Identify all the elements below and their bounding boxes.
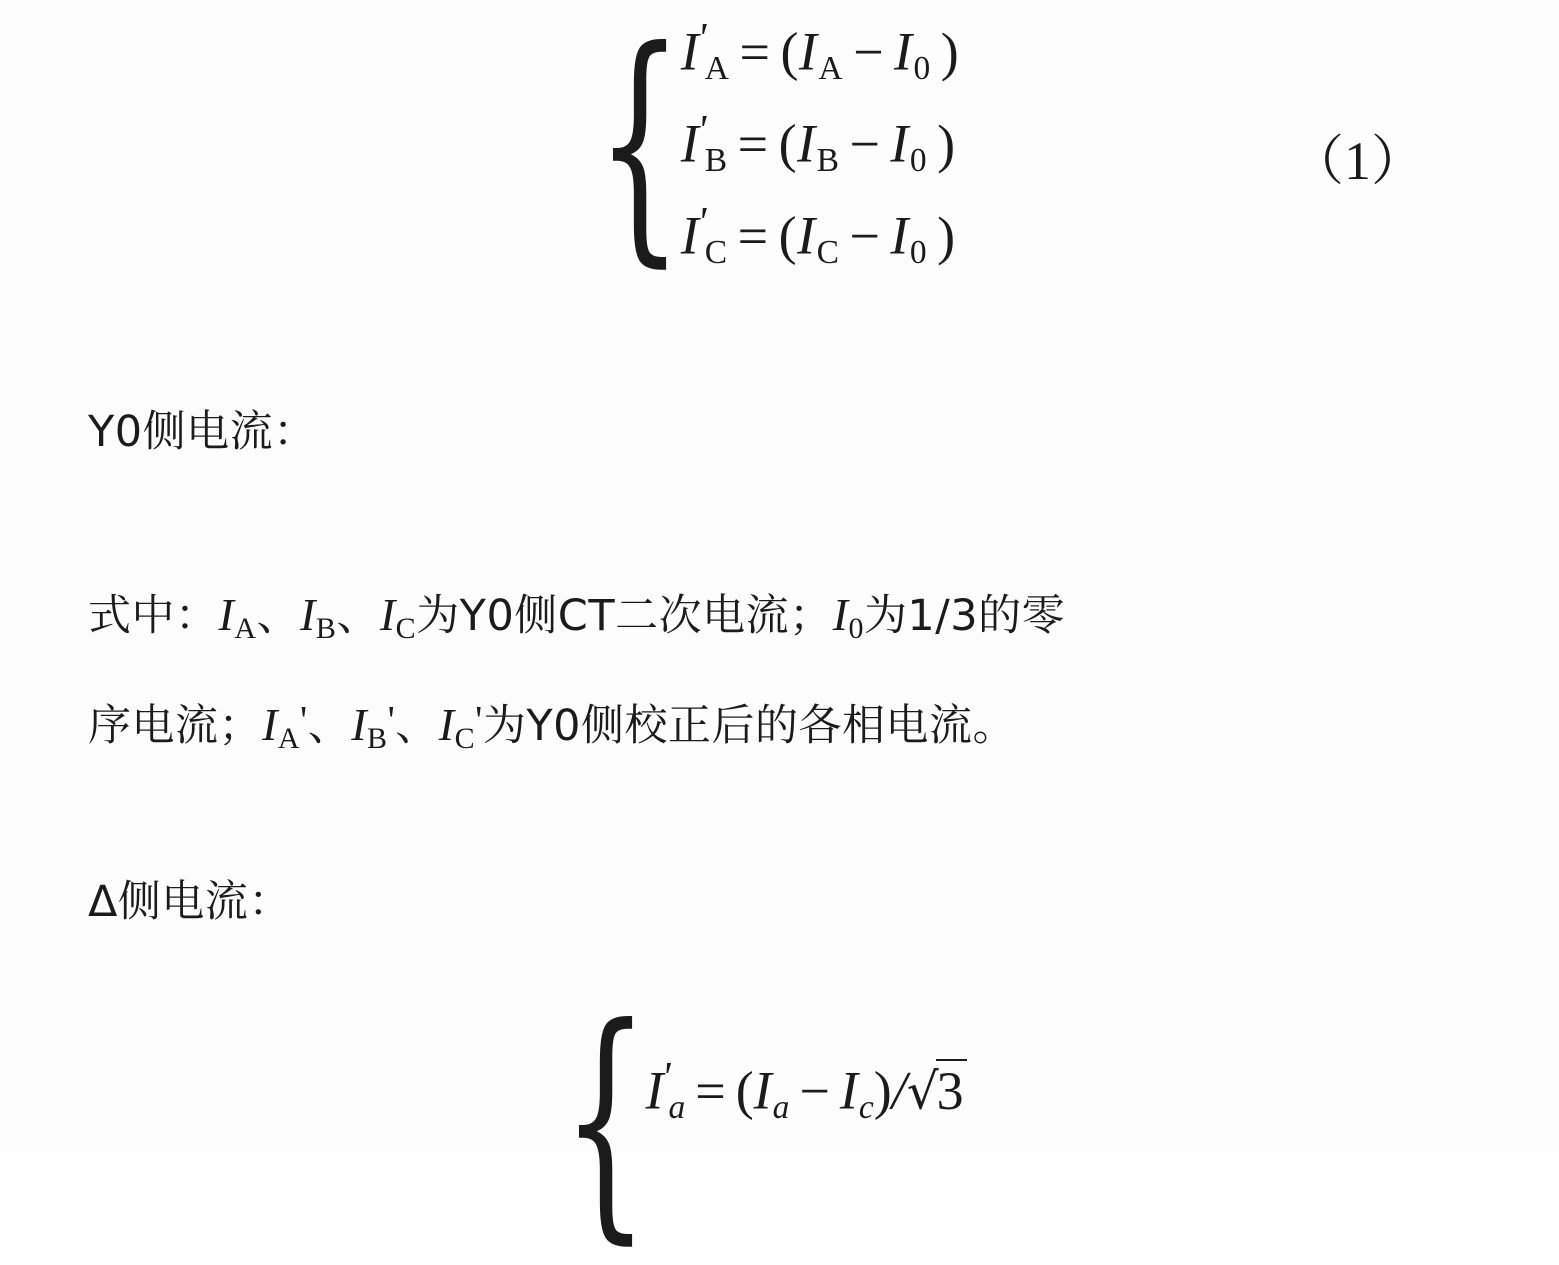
eq2a-equals: = — [695, 1060, 726, 1121]
eq1a-lhs-sub: A — [704, 50, 730, 88]
note1-sep-1: 、 — [256, 591, 300, 641]
eq1b-lhs-var: I — [680, 113, 700, 174]
note1-sub-a: A — [234, 611, 257, 645]
eq1b-term1-sub: B — [816, 141, 840, 179]
eq1c-open-paren: ( — [778, 205, 798, 266]
eq1b-equals: = — [737, 113, 769, 174]
eq2a-term1-var: I — [753, 1060, 772, 1121]
eq1c-lhs-var: I — [680, 205, 700, 266]
eq1c-term1-var: I — [797, 205, 816, 266]
eq1a-open-paren: ( — [780, 21, 799, 82]
eq1c-term1-sub: C — [816, 233, 840, 271]
eq1a-term1-var: I — [798, 21, 818, 82]
eq1a-close-paren: ) — [940, 21, 960, 82]
equation-1-line-c — [681, 192, 969, 278]
eq2a-lhs-prime: ' — [661, 1054, 671, 1101]
equation-2-line-a — [645, 1030, 966, 1133]
left-brace-icon: { — [595, 0, 684, 288]
note2-tail-text: 为Y0侧校正后的各相电流。 — [482, 701, 1016, 751]
note2-var-ic: I — [438, 699, 455, 750]
eq1c-lhs-sub: C — [704, 233, 728, 271]
note2-prime-a: ' — [300, 697, 308, 743]
note2-sub-c: C — [454, 721, 476, 755]
eq1a-equals: = — [739, 21, 771, 82]
note2-sub-a: A — [277, 721, 300, 755]
eq1b-term2-var: I — [890, 113, 909, 174]
note2-var-ia: I — [262, 699, 278, 750]
eq1c-close-paren: ) — [937, 205, 956, 266]
eq1b-open-paren: ( — [778, 113, 798, 174]
eq1b-minus: − — [849, 113, 881, 174]
note2-prime-c: ' — [475, 697, 483, 743]
note1-var-ic: I — [379, 589, 396, 640]
note1-var-ia: I — [218, 589, 235, 640]
delta-side-current-label: Δ侧电流： — [88, 877, 292, 927]
equation-1-number: （1） — [1290, 131, 1425, 191]
equation-1-line-a — [681, 8, 969, 94]
eq1c-term2-var: I — [890, 205, 909, 266]
eq2a-lhs-sub: a — [668, 1089, 686, 1127]
note1-sub-c: C — [395, 611, 417, 645]
sqrt-icon: √ — [906, 1062, 939, 1121]
eq1b-term1-var: I — [797, 113, 816, 174]
eq1b-term2-sub: 0 — [909, 141, 928, 179]
note1-sub-b: B — [315, 611, 337, 645]
note2-var-ib: I — [351, 699, 368, 750]
equation-1-lines — [681, 8, 969, 278]
note1-var-i0: I — [832, 589, 849, 640]
note1-var-ib: I — [300, 589, 316, 640]
eq2a-minus: − — [799, 1060, 830, 1121]
eq1b-lhs-prime: ' — [697, 106, 707, 154]
equation-1-inner — [590, 0, 970, 288]
eq2a-term1-sub: a — [772, 1089, 790, 1127]
equation-1-line-b — [681, 100, 969, 186]
note1-prefix: 式中： — [88, 591, 219, 641]
eq1c-term2-sub: 0 — [909, 233, 928, 271]
eq1a-minus: − — [853, 21, 885, 82]
eq1a-lhs-var: I — [680, 21, 700, 82]
eq1c-minus: − — [849, 205, 881, 266]
note1-tail-text: 为1/3的零 — [863, 591, 1066, 641]
explanation-line-2 — [88, 692, 1016, 756]
eq2a-radicand: 3 — [936, 1059, 967, 1121]
eq2a-open-paren: ( — [735, 1060, 754, 1121]
eq1a-term1-sub: A — [818, 50, 844, 88]
note2-sep-1: 、 — [307, 701, 352, 751]
eq1a-term2-var: I — [894, 21, 913, 82]
eq1c-lhs-prime: ' — [697, 198, 707, 246]
eq2a-close-paren: ) — [873, 1060, 892, 1121]
note2-prefix: 序电流； — [88, 701, 262, 751]
equation-2-inner — [552, 974, 966, 1265]
eq2a-lhs-var: I — [645, 1060, 664, 1121]
eq2a-term2-var: I — [839, 1060, 858, 1121]
eq2a-slash: / — [891, 1060, 907, 1121]
eq1a-lhs-prime: ' — [697, 15, 707, 62]
note1-sub-0: 0 — [848, 611, 864, 645]
eq1c-equals: = — [737, 205, 769, 266]
note2-prime-b: ' — [387, 697, 396, 743]
equation-2-block — [0, 974, 1559, 1265]
eq1a-term2-sub: 0 — [913, 50, 931, 88]
eq1b-lhs-sub: B — [704, 141, 728, 179]
note1-sep-2: 、 — [336, 591, 380, 641]
y0-side-current-label: Y0侧电流： — [88, 407, 317, 457]
eq1b-close-paren: ) — [937, 113, 956, 174]
note2-sep-2: 、 — [395, 701, 439, 751]
note1-middle-text: 为Y0侧CT二次电流； — [416, 591, 833, 641]
eq2a-term2-sub: c — [858, 1089, 874, 1127]
left-brace-2-icon: { — [562, 974, 650, 1265]
explanation-line-1 — [88, 582, 1065, 646]
note2-sub-b: B — [367, 721, 388, 755]
